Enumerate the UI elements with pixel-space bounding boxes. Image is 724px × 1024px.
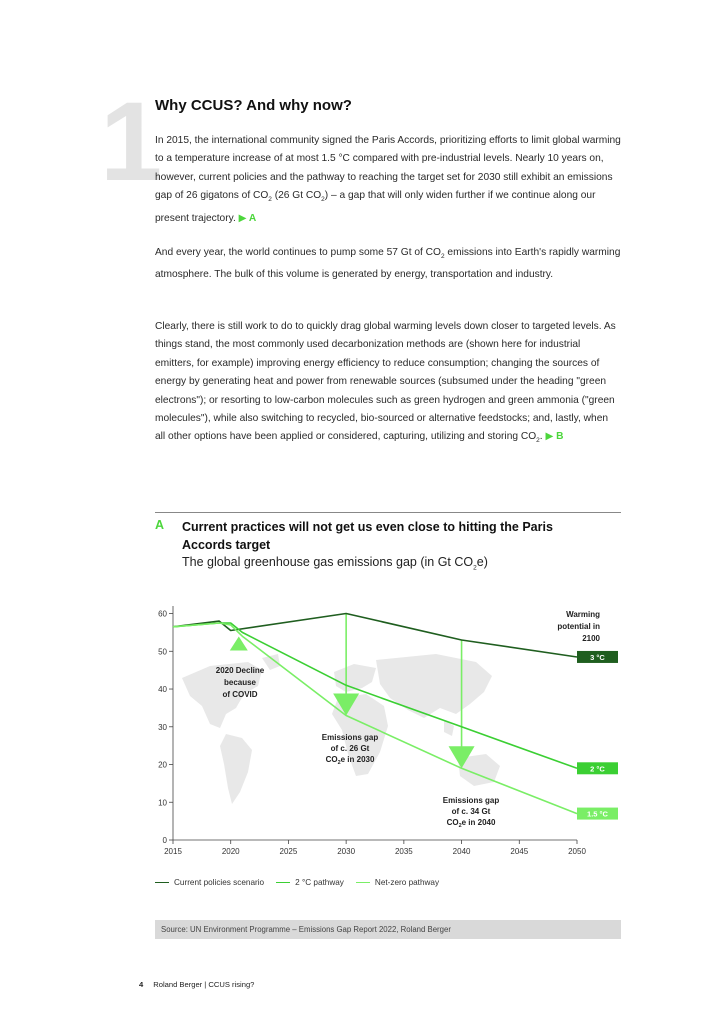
x-tick-label: 2030 [337,847,356,856]
y-tick-label: 60 [158,609,167,619]
chart-legend [155,878,439,887]
paragraph-1: In 2015, the international community signed the Paris Accords, prioritizing efforts to limit global warming to a temperature increase of at most 1.5 °C compared with pre-industrial levels. Nearly 10 years on, however, current policies and the pathway to reaching the target set for 2030 still exhibit an emissions gap of 26 gigatons of $CO_2$ (26 Gt $CO_2$) – a gap that will only widen further if we continue along our present trajectory. ▶ A [155,135,621,224]
end-badge-label-net_zero: 1.5 °C [587,809,608,819]
gap-2040-annotation: Emissions gap of c. 34 Gt $CO_2e$ in 2040 [442,796,500,829]
legend-item-current: Current policies scenario [155,878,264,887]
section-title: Why CCUS? And why now? [155,97,352,114]
exhibit-divider [155,512,621,513]
x-tick-label: 2035 [394,847,413,856]
y-tick-label: 20 [158,760,167,770]
y-tick-label: 0 [162,836,167,845]
emissions-gap-chart [140,596,620,868]
page-footer [139,980,254,989]
legend-item-net-zero: Net-zero pathway [356,878,439,887]
source-note: Source: UN Environment Programme – Emissions Gap Report 2022, Roland Berger [155,920,621,939]
covid-annotation: 2020 Decline because of COVID [215,666,265,699]
x-tick-label: 2045 [510,847,529,856]
exhibit-subtitle: The global greenhouse gas emissions gap (in Gt $CO_2e$) [182,555,488,572]
world-map-background [182,654,500,804]
warming-header-line-1: Warming [566,610,600,619]
y-tick-label: 50 [158,647,167,657]
exhibit-letter: A [155,518,165,532]
paragraph-3: Clearly, there is still work to do to quickly drag global warming levels down closer to targeted levels. As things stand, the most commonly used decarbonization methods are (shown here for industrial emitters, for example) improving energy efficiency to reduce consumption; changing the sources of energy by generating heat and power from renewable sources (subsumed under the heading "green electrons"); or resorting to low-carbon molecules such as green hydrogen and green ammonia ("green molecules"), while also switching to recycled, bio-sourced or alternative feedstocks; and, lastly, when all other options have been applied or considered, capturing, utilizing and storing $CO_2$. ▶ B [155,321,616,445]
x-tick-label: 2015 [164,847,182,856]
paragraph-2: And every year, the world continues to pump some 57 Gt of $CO_2$ emissions into Earth's rapidly warming atmosphere. The bulk of this volume is generated by energy, transportation and industry. [155,247,621,281]
y-tick-label: 10 [158,798,167,808]
gap-2030-annotation: Emissions gap of c. 26 Gt $CO_2e$ in 2030 [321,733,379,766]
y-tick-label: 30 [158,722,167,732]
exhibit-title: Current practices will not get us even close to hitting the Paris Accords target [182,520,553,552]
y-tick-label: 40 [158,685,167,695]
end-badge-label-current: 3 °C [590,652,605,662]
x-tick-label: 2020 [221,847,240,856]
warming-header-line-3: 2100 [582,634,600,643]
page-number: 4 [139,980,144,989]
footer-text: Roland Berger | CCUS rising? [153,980,255,989]
section-number: 1 [100,79,159,204]
exhibit-a-link[interactable]: ▶ A [238,212,257,224]
x-tick-label: 2025 [279,847,298,856]
end-badge-label-two_deg: 2 °C [590,764,605,774]
warming-header-line-2: potential in [557,622,600,631]
legend-item-two-degree: 2 °C pathway [276,878,344,887]
chart-annotations [216,610,601,829]
x-tick-label: 2050 [568,847,586,856]
x-tick-label: 2040 [452,847,471,856]
exhibit-b-link[interactable]: ▶ B [545,431,564,443]
